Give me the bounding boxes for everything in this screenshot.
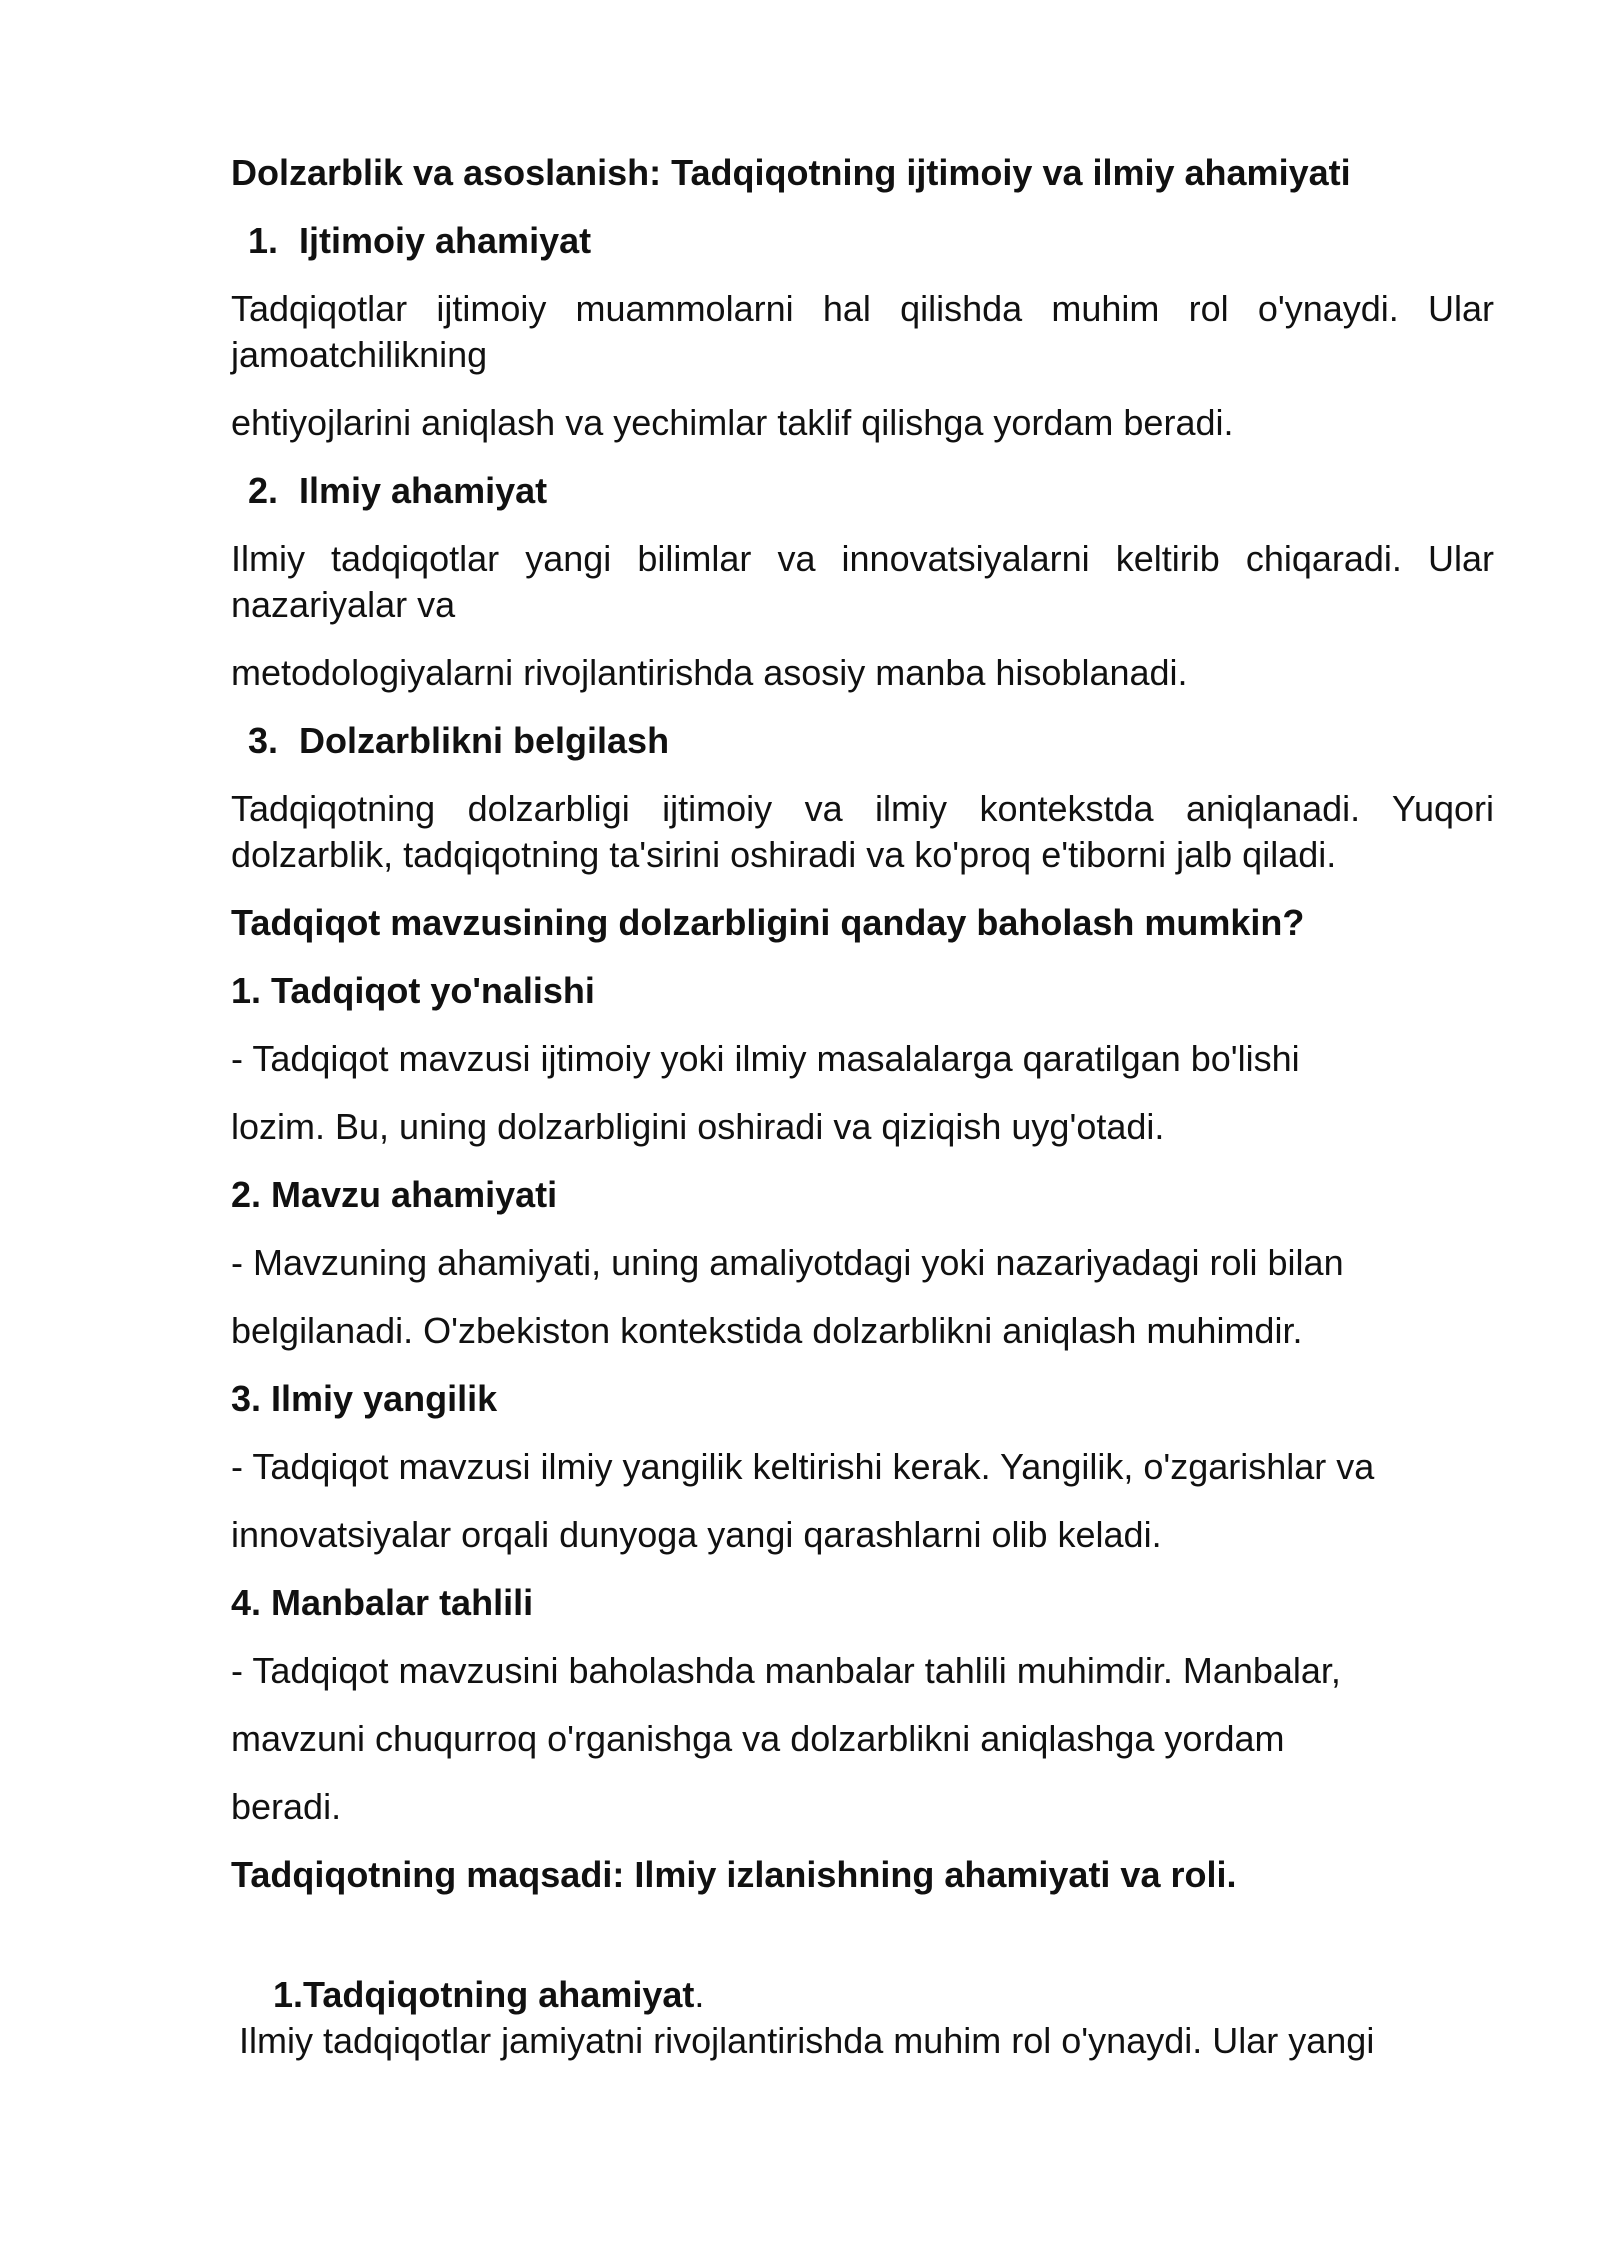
subsection-heading: 1. Tadqiqot yo'nalishi [231, 970, 595, 1011]
heading-text: Dolzarblikni belgilash [299, 720, 670, 761]
paragraph-line: Tadqiqotlar ijtimoiy muammolarni hal qilishda muhim rol o'ynaydi. Ular jamoatchilikning [231, 288, 1494, 375]
paragraph-line: Ilmiy tadqiqotlar jamiyatni rivojlantirishda muhim rol o'ynaydi. Ular yangi [239, 2020, 1375, 2061]
paragraph-line: - Tadqiqot mavzusini baholashda manbalar tahlili muhimdir. Manbalar, [231, 1650, 1341, 1691]
paragraph-line: Tadqiqotning dolzarbligi ijtimoiy va ilmiy kontekstda aniqlanadi. Yuqori dolzarblik, tadqiqotning ta'sirini oshiradi va ko'proq e'tiborni jalb qiladi. [231, 788, 1494, 875]
paragraph-line: innovatsiyalar orqali dunyoga yangi qarashlarni olib keladi. [231, 1514, 1162, 1555]
paragraph-line: metodologiyalarni rivojlantirishda asosiy manba hisoblanadi. [231, 652, 1188, 693]
document-title: Dolzarblik va asoslanish: Tadqiqotning ijtimoiy va ilmiy ahamiyati [231, 152, 1351, 193]
list-number: 1. [248, 220, 279, 261]
section-heading: Tadqiqot mavzusining dolzarbligini qanday baholash mumkin? [231, 902, 1305, 943]
paragraph-line: ehtiyojlarini aniqlash va yechimlar taklif qilishga yordam beradi. [231, 402, 1234, 443]
heading-text: 1.Tadqiqotning ahamiyat [273, 1974, 695, 2015]
paragraph-line: mavzuni chuqurroq o'rganishga va dolzarblikni aniqlashga yordam [231, 1718, 1285, 1759]
heading-text: Ilmiy ahamiyat [299, 470, 548, 511]
numbered-heading-3 [231, 718, 1494, 764]
numbered-heading [231, 1972, 1494, 2018]
heading-text: Ijtimoiy ahamiyat [299, 220, 592, 261]
document-page [231, 150, 1494, 2064]
section-heading: Tadqiqotning maqsadi: Ilmiy izlanishning ahamiyati va roli. [231, 1854, 1237, 1895]
paragraph-line: - Mavzuning ahamiyati, uning amaliyotdagi yoki nazariyadagi roli bilan [231, 1242, 1344, 1283]
list-number: 2. [248, 470, 279, 511]
subsection-heading: 3. Ilmiy yangilik [231, 1378, 498, 1419]
numbered-heading-1 [231, 218, 1494, 264]
numbered-heading-2 [231, 468, 1494, 514]
paragraph-line: - Tadqiqot mavzusi ilmiy yangilik keltirishi kerak. Yangilik, o'zgarishlar va [231, 1446, 1375, 1487]
heading-punctuation: . [694, 1974, 705, 2015]
subsection-heading: 4. Manbalar tahlili [231, 1582, 534, 1623]
subsection-heading: 2. Mavzu ahamiyati [231, 1174, 558, 1215]
paragraph-line: beradi. [231, 1786, 342, 1827]
paragraph-line: lozim. Bu, uning dolzarbligini oshiradi va qiziqish uyg'otadi. [231, 1106, 1165, 1147]
paragraph-line: Ilmiy tadqiqotlar yangi bilimlar va innovatsiyalarni keltirib chiqaradi. Ular nazariyalar va [231, 538, 1494, 625]
paragraph-line: - Tadqiqot mavzusi ijtimoiy yoki ilmiy masalalarga qaratilgan bo'lishi [231, 1038, 1300, 1079]
paragraph-line: belgilanadi. O'zbekiston kontekstida dolzarblikni aniqlash muhimdir. [231, 1310, 1303, 1351]
list-number: 3. [248, 720, 279, 761]
